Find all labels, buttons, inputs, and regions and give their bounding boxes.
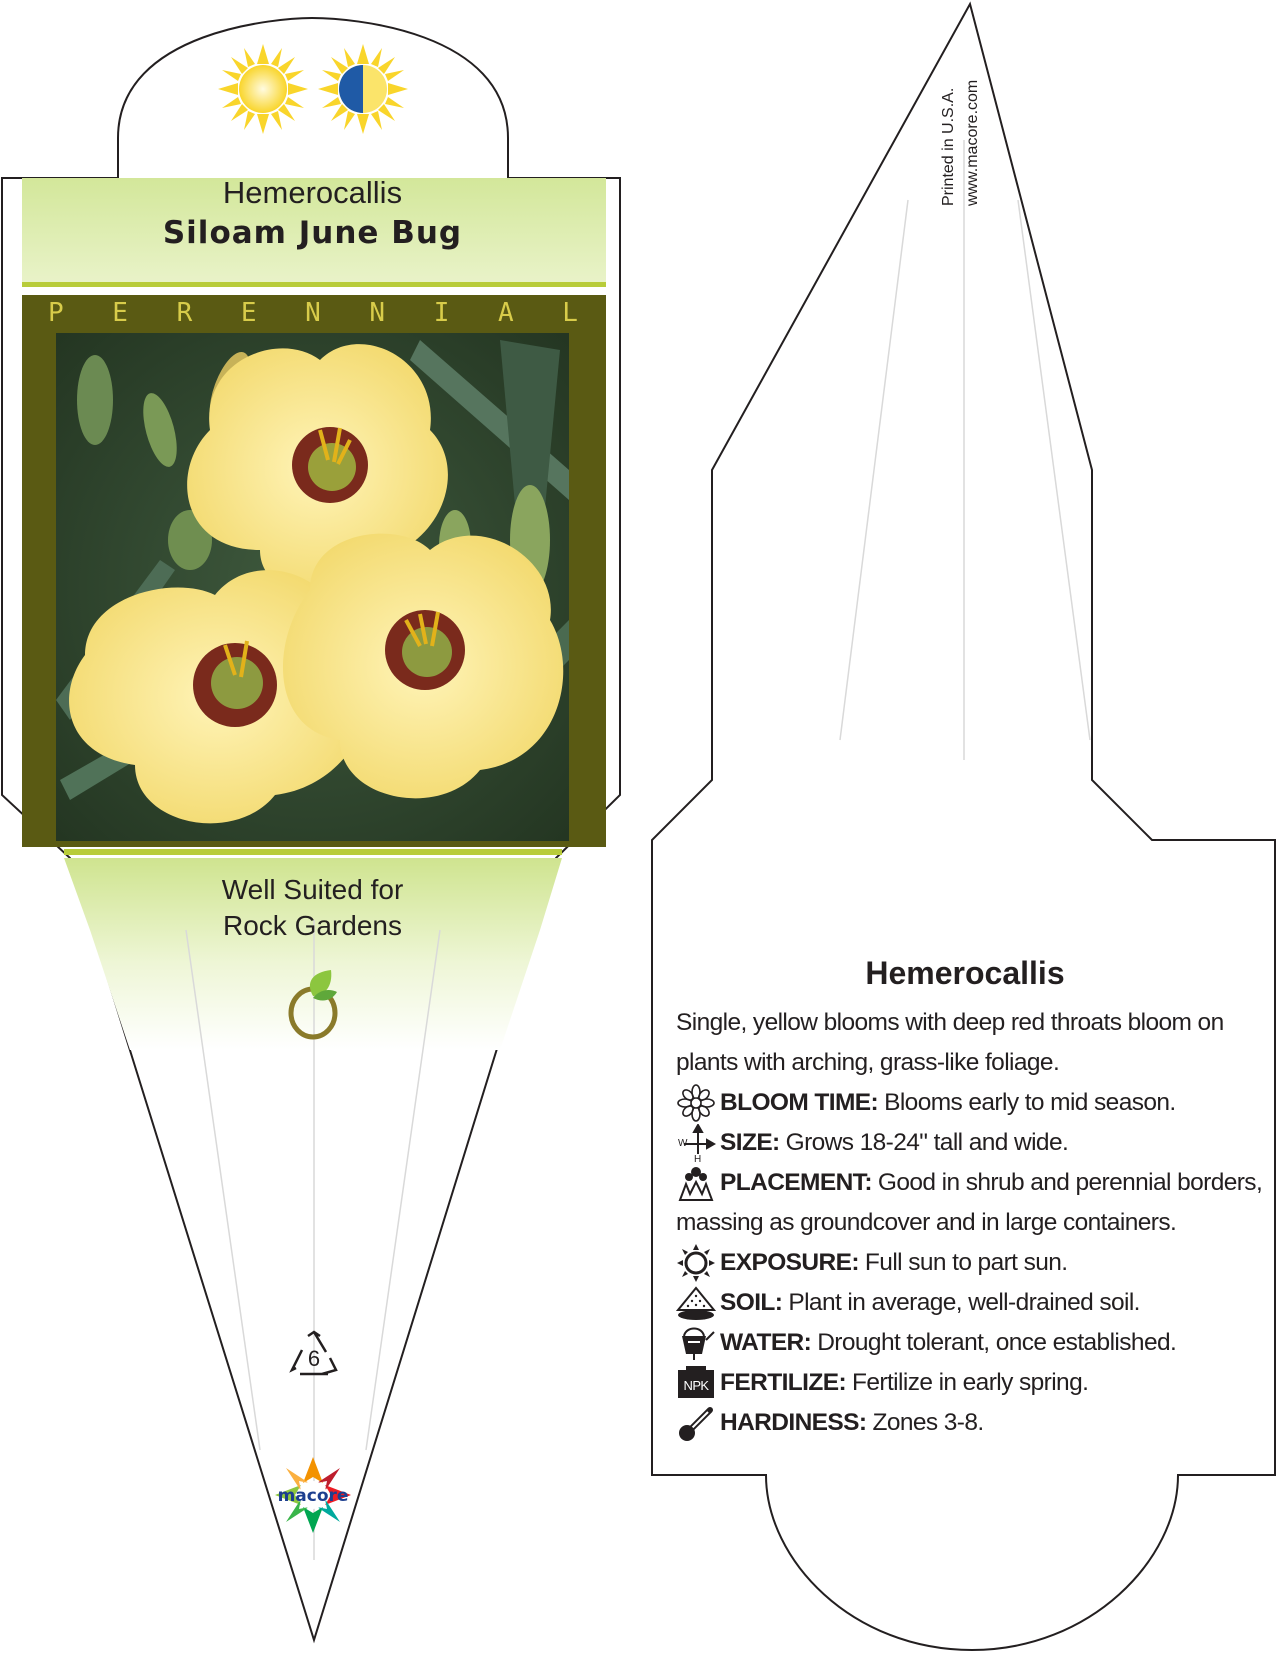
sun-icon (676, 1244, 716, 1282)
category-letter: A (497, 298, 514, 328)
npk-label: NPK (683, 1378, 709, 1393)
full-sun-icon (218, 44, 308, 134)
attribute-value: Fertilize in early spring. (852, 1369, 1089, 1396)
description-line: plants with arching, grass-like foliage. (676, 1049, 1060, 1076)
macore-logo (268, 1455, 358, 1535)
attribute-soil (676, 1283, 1276, 1323)
attribute-label: SOIL: (720, 1289, 783, 1316)
placement-continued: massing as groundcover and in large containers. (676, 1209, 1177, 1236)
brand-name: macore (277, 1486, 349, 1506)
attribute-label: BLOOM TIME: (720, 1089, 879, 1116)
svg-text:W: W (678, 1138, 687, 1149)
category-letter: E (240, 298, 257, 328)
category-letter: N (369, 298, 386, 328)
watering-can-icon (676, 1324, 716, 1362)
attribute-value: Plant in average, well-drained soil. (788, 1289, 1140, 1316)
attribute-label: WATER: (720, 1329, 812, 1356)
website: www.macore.com (964, 79, 981, 206)
attribute-label: HARDINESS: (720, 1409, 867, 1436)
tagline-line: Well Suited for (221, 874, 404, 905)
npk-icon (676, 1364, 716, 1402)
attribute-value: Full sun to part sun. (864, 1249, 1068, 1276)
attribute-value: Good in shrub and perennial borders, (877, 1169, 1263, 1196)
svg-text:H: H (694, 1154, 701, 1162)
attribute-label: SIZE: (720, 1129, 780, 1156)
size-arrows-icon (676, 1124, 716, 1162)
attribute-value: Zones 3-8. (872, 1409, 984, 1436)
attribute-fertilize (676, 1363, 1276, 1403)
attribute-label: EXPOSURE: (720, 1249, 859, 1276)
plant-genus: Hemerocallis (222, 175, 403, 210)
care-instructions (676, 1003, 1276, 1443)
description-line: Single, yellow blooms with deep red throats bloom on (676, 1009, 1224, 1036)
seed-leaf-icon (285, 968, 345, 1040)
category-letter: N (305, 298, 321, 328)
attribute-label: FERTILIZE: (720, 1369, 847, 1396)
attribute-size (676, 1123, 1276, 1163)
attribute-bloom-time (676, 1083, 1276, 1123)
back-title: Hemerocallis (865, 955, 1065, 991)
attribute-value: Drought tolerant, once established. (817, 1329, 1177, 1356)
attribute-hardiness (676, 1403, 1276, 1443)
flower-icon (676, 1084, 716, 1122)
placement-icon (676, 1164, 716, 1202)
attribute-label: PLACEMENT: (720, 1169, 872, 1196)
recycle-icon (288, 1330, 340, 1380)
category-letter: L (562, 298, 578, 328)
attribute-value: Blooms early to mid season. (884, 1089, 1176, 1116)
tagline (90, 872, 535, 944)
thermometer-icon (676, 1404, 716, 1442)
attribute-exposure (676, 1243, 1276, 1283)
tagline-line: Rock Gardens (223, 910, 402, 941)
plant-cultivar: Siloam June Bug (162, 215, 463, 251)
printed-info (940, 48, 1000, 228)
category-letter: I (433, 298, 450, 328)
category-letter: E (112, 298, 128, 328)
soil-icon (676, 1284, 716, 1322)
attribute-value: Grows 18-24" tall and wide. (785, 1129, 1069, 1156)
category-letter: R (176, 298, 193, 328)
recycle-number: 6 (307, 1346, 321, 1371)
category-label (48, 298, 578, 328)
attribute-water (676, 1323, 1276, 1363)
part-sun-icon (318, 44, 408, 134)
printed-in: Printed in U.S.A. (940, 87, 957, 206)
daylily-photo (56, 333, 569, 841)
category-letter: P (48, 298, 64, 328)
attribute-placement (676, 1163, 1276, 1203)
